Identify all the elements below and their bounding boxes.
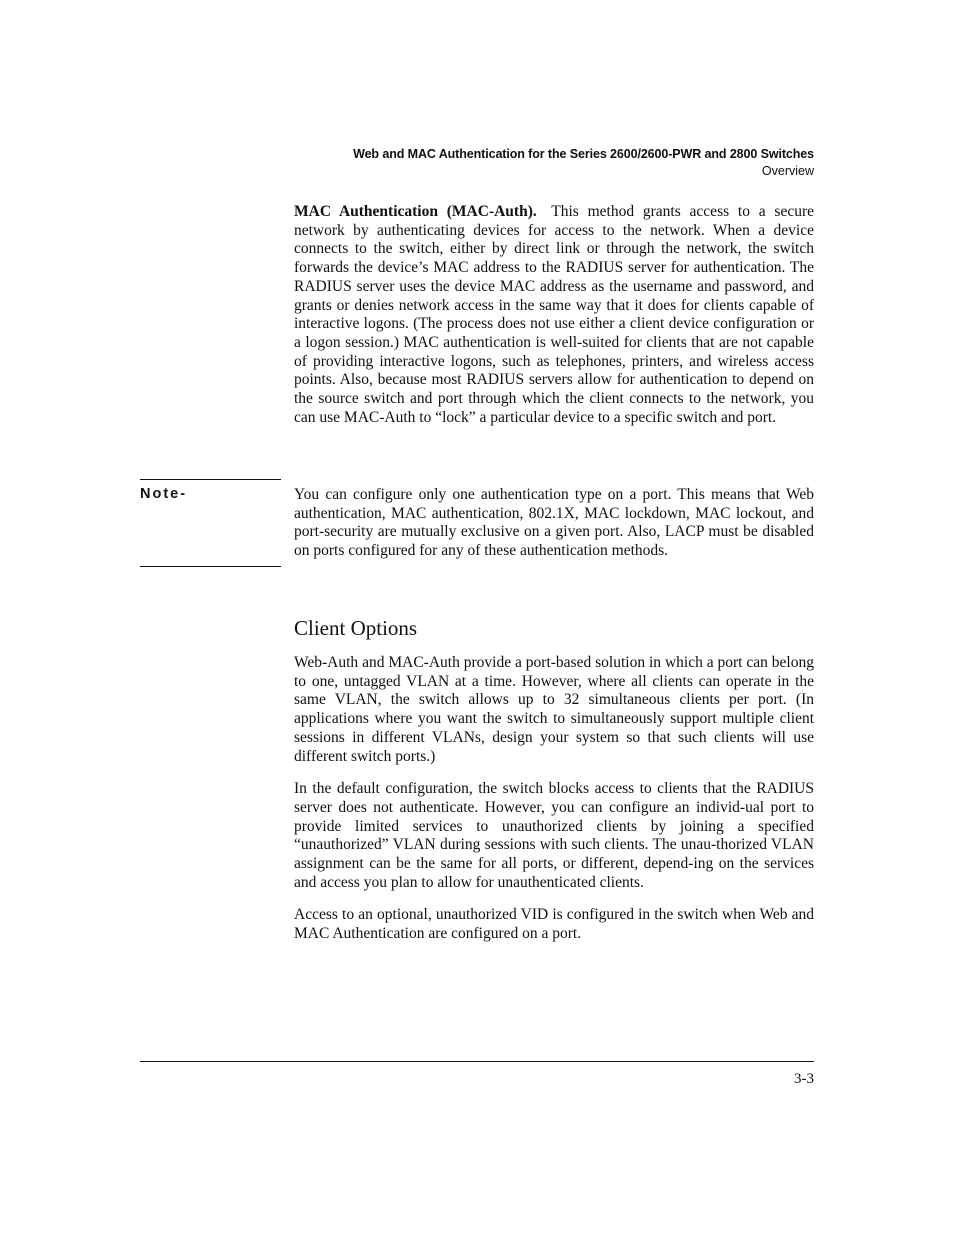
client-options-paragraph-3: Access to an optional, unauthorized VID is configured in the switch when Web and MAC Authentication are configured on a port.: [294, 906, 814, 943]
running-header-section: Overview: [761, 164, 814, 178]
client-options-paragraph-2: In the default configuration, the switch blocks access to clients that the RADIUS server does not authenticate. However, you can configure an individ-ual port to provide limited services to unauthorized clients by joining a specified “unauthorized” VLAN during sessions with such clients. The unau-thorized VLAN assignment can be the same for all ports, or different, depend-ing on the services and access you plan to allow for unauthenticated clients.: [294, 780, 814, 891]
mac-auth-paragraph: [294, 203, 814, 427]
section-heading-client-options: Client Options: [294, 616, 418, 640]
mac-auth-lead-in: MAC Authentication (MAC-Auth).: [294, 203, 537, 220]
client-options-body: [294, 654, 814, 944]
note-label: Note-: [140, 486, 188, 502]
footer-rule: [140, 1061, 814, 1062]
running-header: [353, 146, 814, 180]
page-number: 3-3: [794, 1071, 814, 1087]
note-bottom-rule: [140, 566, 281, 567]
mac-auth-text: This method grants access to a secure network by authenticating devices for access to the network. When a device connects to the switch, either by direct link or through the network, the switch forwards the device’s MAC address to the RADIUS server for authentication. The RADIUS server uses the device MAC address as the username and password, and grants or denies network access in the same way that it does for clients capable of interactive logons. (The process does not use either a client device configuration or a logon session.) MAC authentication is well-suited for clients that are not capable of providing interactive logons, such as telephones, printers, and wireless access points. Also, because most RADIUS servers allow for authentication to depend on the source switch and port through which the client connects to the network, you can use MAC-Auth to “lock” a particular device to a specific switch and port.: [294, 203, 815, 426]
running-header-title: Web and MAC Authentication for the Series 2600/2600-PWR and 2800 Switches: [353, 147, 814, 161]
note-top-rule: [140, 479, 281, 480]
note-text: You can configure only one authentication type on a port. This means that Web authentication, MAC authentication, 802.1X, MAC lockdown, MAC lockout, and port-security are mutually exclusive on a given port. Also, LACP must be disabled on ports configured for any of these authentication methods.: [294, 486, 814, 560]
client-options-paragraph-1: Web-Auth and MAC-Auth provide a port-based solution in which a port can belong to one, untagged VLAN at a time. However, where all clients can operate in the same VLAN, the switch allows up to 32 simultaneous clients per port. (In applications where you want the switch to simultaneously support multiple client sessions in different VLANs, design your system so that such clients will use different switch ports.): [294, 654, 814, 765]
note-body: [294, 486, 814, 561]
